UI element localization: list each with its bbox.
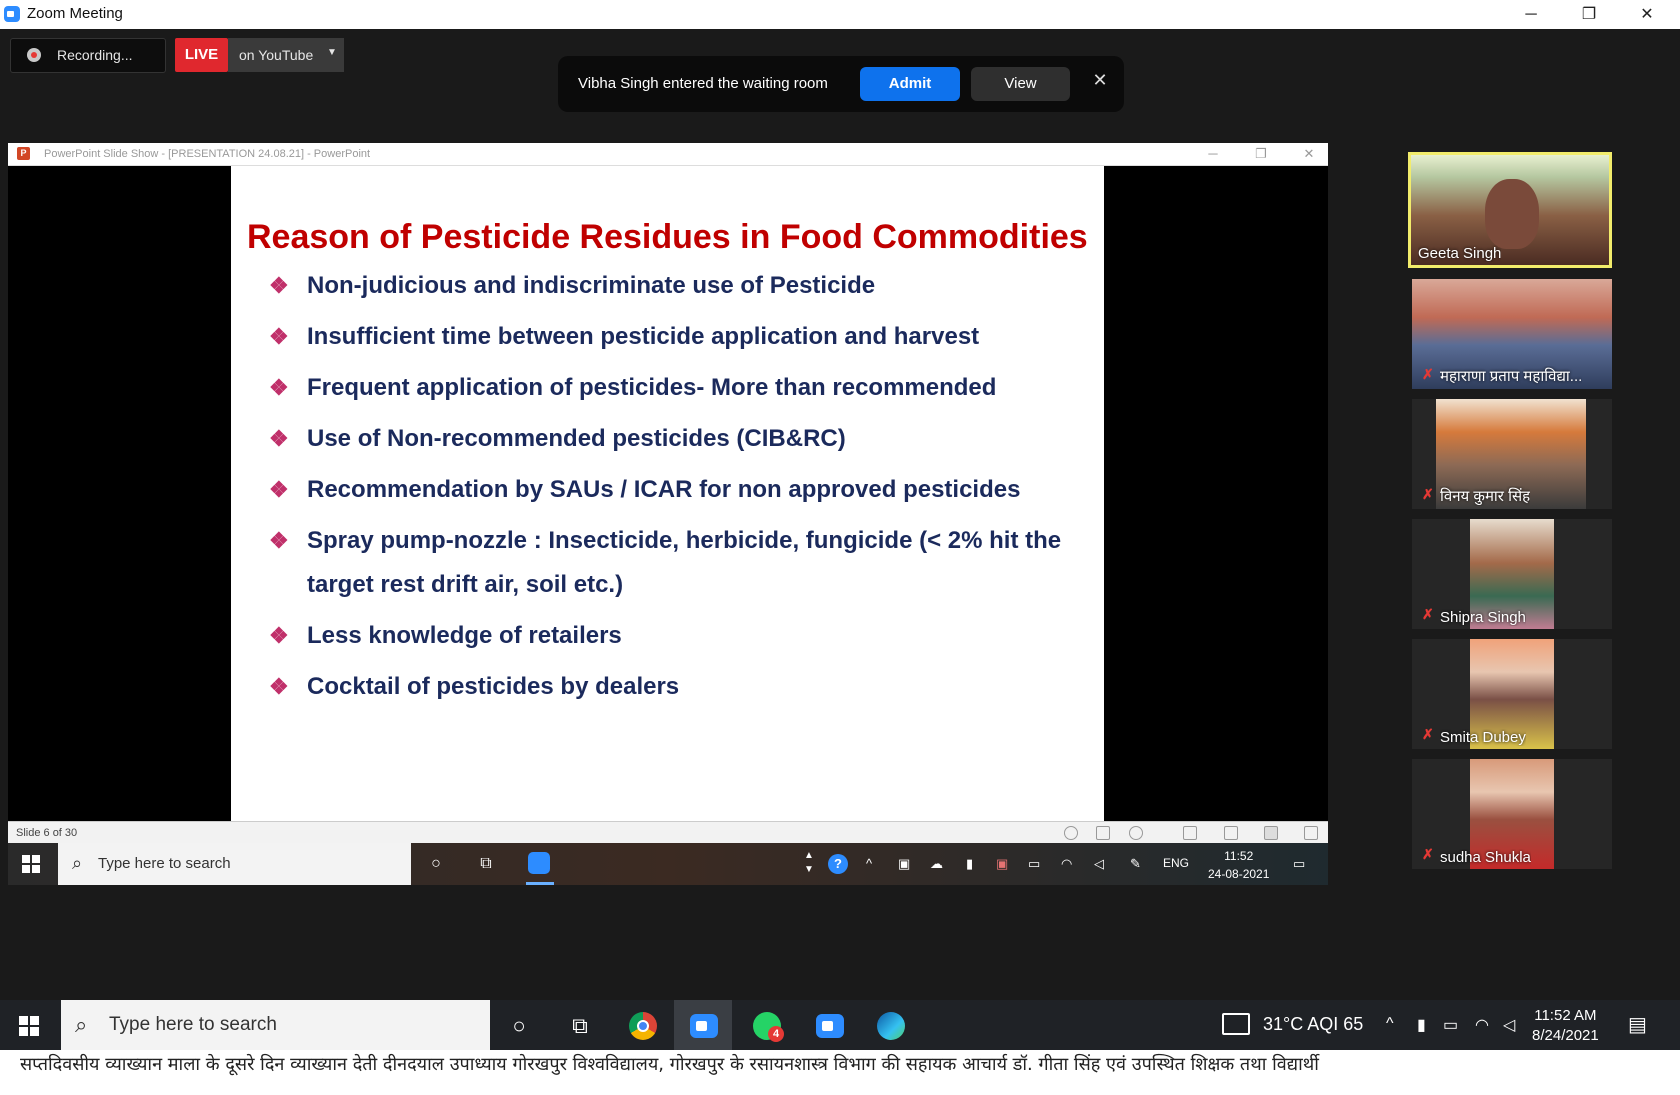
notifications-icon: ▭ xyxy=(1293,856,1306,871)
bullet-text: Recommendation by SAUs / ICAR for non approved pesticides xyxy=(307,476,1021,503)
cortana-button[interactable]: ○ xyxy=(512,1013,526,1038)
avatar xyxy=(1485,179,1539,249)
task-view-icon: ⧉ xyxy=(480,855,492,872)
participant-tile[interactable] xyxy=(1412,519,1612,629)
recording-indicator[interactable] xyxy=(10,38,166,73)
onedrive-icon: ☁ xyxy=(930,856,943,871)
wifi-icon: ◠ xyxy=(1061,856,1073,871)
active-app-indicator xyxy=(526,882,554,885)
participant-name: विनय कुमार सिंह xyxy=(1440,488,1531,505)
action-center-icon[interactable]: ▤ xyxy=(1628,1014,1647,1036)
bullet-marker-icon: ❖ xyxy=(269,324,289,349)
live-target-label: on YouTube xyxy=(239,47,314,63)
ppt-close-icon: ✕ xyxy=(1303,146,1315,161)
taskbar-time: 11:52 AM xyxy=(1534,1007,1597,1024)
remote-clock xyxy=(1208,847,1269,883)
participant-name: Smita Dubey xyxy=(1440,729,1526,746)
mic-muted-icon: ✗ xyxy=(1422,366,1434,382)
taskbar-search-input[interactable] xyxy=(61,1000,490,1050)
meet-now-icon: ▣ xyxy=(898,856,911,871)
mic-muted-icon: ✗ xyxy=(1422,846,1434,862)
windows-start-icon xyxy=(22,855,40,873)
minimize-button[interactable]: ─ xyxy=(1525,6,1537,23)
taskbar-search-placeholder: Type here to search xyxy=(109,1014,277,1035)
battery-icon: ▭ xyxy=(1028,856,1041,871)
live-stream-dropdown[interactable] xyxy=(228,38,344,72)
volume-icon: ◁ xyxy=(1094,856,1104,871)
restore-button[interactable]: ❐ xyxy=(1581,6,1597,23)
participant-tile[interactable] xyxy=(1412,639,1612,749)
chevron-up-icon: ^ xyxy=(866,856,873,871)
caption-text: सप्तदिवसीय व्याख्यान माला के दूसरे दिन व्याख्यान देती दीनदयाल उपाध्याय गोरखपुर विश्वविद्यालय, गोरखपुर के रसायनशास्त्र विभाग की सहायक आचार्य डॉ. गीता सिंह एवं उपस्थित शिक्षक तथा विद्यार्थी xyxy=(20,1054,1319,1075)
microphone-icon: ▮ xyxy=(966,856,974,871)
remote-time: 11:52 xyxy=(1224,849,1254,863)
mic-muted-icon: ✗ xyxy=(1422,726,1434,742)
slide-title: Reason of Pesticide Residues in Food Commodities xyxy=(247,218,1088,256)
zoom-taskbar-icon[interactable] xyxy=(690,1014,718,1038)
normal-view-icon[interactable] xyxy=(1183,826,1197,840)
participant-tile[interactable] xyxy=(1412,759,1612,869)
participant-name: महाराणा प्रताप महाविद्या... xyxy=(1440,368,1583,385)
ppt-restore-icon: ❐ xyxy=(1255,146,1267,161)
recording-label: Recording... xyxy=(57,47,133,63)
ppt-title-bar xyxy=(8,143,1328,166)
slideshow-icon[interactable] xyxy=(1304,826,1318,840)
whatsapp-badge: 4 xyxy=(768,1026,784,1042)
close-button[interactable]: ✕ xyxy=(1640,6,1654,23)
help-icon: ? xyxy=(828,854,848,874)
mic-muted-icon: ✗ xyxy=(1422,606,1434,622)
bullet-marker-icon: ❖ xyxy=(269,477,289,502)
wifi-icon[interactable]: ◠ xyxy=(1475,1017,1489,1034)
volume-icon[interactable]: ◁ xyxy=(1503,1017,1516,1034)
pen-icon: ✎ xyxy=(1130,856,1141,871)
cortana-icon: ○ xyxy=(431,855,441,872)
view-button[interactable]: View xyxy=(971,67,1070,101)
remote-date: 24-08-2021 xyxy=(1208,867,1270,881)
window-title: Zoom Meeting xyxy=(27,5,123,22)
battery-icon[interactable]: ▭ xyxy=(1443,1017,1459,1034)
bullet-text: Spray pump-nozzle : Insecticide, herbicide, fungicide (< 2% hit the target rest drift air, soil etc.) xyxy=(307,527,1062,598)
caption-strip xyxy=(0,1050,1680,1095)
taskbar-date: 8/24/2021 xyxy=(1532,1027,1599,1044)
zoom-app-icon xyxy=(528,852,550,874)
bullet-text: Non-judicious and indiscriminate use of Pesticide xyxy=(307,272,876,299)
security-icon: ▣ xyxy=(996,856,1009,871)
bullet-marker-icon: ❖ xyxy=(269,528,289,553)
chevron-down-icon: ▼ xyxy=(327,47,337,58)
waiting-room-notification xyxy=(558,56,1124,112)
chevron-up-icon[interactable]: ^ xyxy=(1386,1015,1394,1032)
windows-start-button[interactable] xyxy=(19,1016,39,1036)
search-icon: ⌕ xyxy=(75,1012,88,1037)
close-icon[interactable]: ✕ xyxy=(1092,70,1108,90)
windows-taskbar xyxy=(0,1000,1680,1050)
slide-counter: Slide 6 of 30 xyxy=(16,827,78,839)
bullet-marker-icon: ❖ xyxy=(269,375,289,400)
edge-icon[interactable] xyxy=(877,1012,905,1040)
microphone-icon[interactable]: ▮ xyxy=(1417,1017,1426,1034)
participant-name: Geeta Singh xyxy=(1418,245,1502,262)
participant-tile[interactable] xyxy=(1412,399,1612,509)
participant-tile[interactable] xyxy=(1408,152,1612,268)
admit-button[interactable]: Admit xyxy=(860,67,960,101)
scroll-arrows-icon: ▲ ▼ xyxy=(804,850,814,875)
weather-widget[interactable]: 31°C AQI 65 xyxy=(1263,1014,1364,1034)
bullet-marker-icon: ❖ xyxy=(269,623,289,648)
zoom-app-icon[interactable] xyxy=(816,1014,844,1038)
bullet-text: Insufficient time between pesticide application and harvest xyxy=(307,323,980,350)
reading-view-icon[interactable] xyxy=(1264,826,1278,840)
zoom-title-bar xyxy=(0,0,1680,29)
bullet-text: Less knowledge of retailers xyxy=(307,622,622,649)
shared-screen xyxy=(8,143,1328,885)
record-icon xyxy=(27,48,41,62)
ppt-minimize-icon: ─ xyxy=(1208,146,1218,161)
bullet-marker-icon: ❖ xyxy=(269,674,289,699)
participant-tile[interactable] xyxy=(1412,279,1612,389)
slide-sorter-icon[interactable] xyxy=(1224,826,1238,840)
bullet-text: Use of Non-recommended pesticides (CIB&RC) xyxy=(307,425,846,452)
notification-message: Vibha Singh entered the waiting room xyxy=(578,75,828,92)
taskbar-clock[interactable] xyxy=(1532,1006,1599,1046)
remote-search-box xyxy=(58,843,411,885)
news-icon[interactable] xyxy=(1222,1013,1250,1035)
bullet-marker-icon: ❖ xyxy=(269,273,289,298)
slide xyxy=(231,166,1104,821)
powerpoint-icon: P xyxy=(17,147,30,160)
participant-name: Shipra Singh xyxy=(1440,609,1526,626)
language-indicator: ENG xyxy=(1163,856,1190,870)
ppt-status-bar xyxy=(8,821,1328,844)
notes-icon[interactable] xyxy=(1096,826,1110,840)
search-icon: ⌕ xyxy=(72,853,83,873)
ppt-window-title: PowerPoint Slide Show - [PRESENTATION 24.08.21] - PowerPoint xyxy=(44,148,371,160)
remote-taskbar xyxy=(8,843,1328,885)
live-badge: LIVE xyxy=(175,38,228,72)
next-slide-icon[interactable] xyxy=(1129,826,1143,840)
remote-search-placeholder: Type here to search xyxy=(98,855,231,872)
participant-name: sudha Shukla xyxy=(1440,849,1531,866)
chrome-icon[interactable] xyxy=(629,1012,657,1040)
mic-muted-icon: ✗ xyxy=(1422,486,1434,502)
previous-slide-icon[interactable] xyxy=(1064,826,1078,840)
bullet-text: Frequent application of pesticides- More than recommended xyxy=(307,374,997,401)
task-view-button[interactable]: ⧉ xyxy=(572,1013,588,1038)
bullet-marker-icon: ❖ xyxy=(269,426,289,451)
zoom-app-icon xyxy=(4,6,20,22)
bullet-text: Cocktail of pesticides by dealers xyxy=(307,673,680,700)
